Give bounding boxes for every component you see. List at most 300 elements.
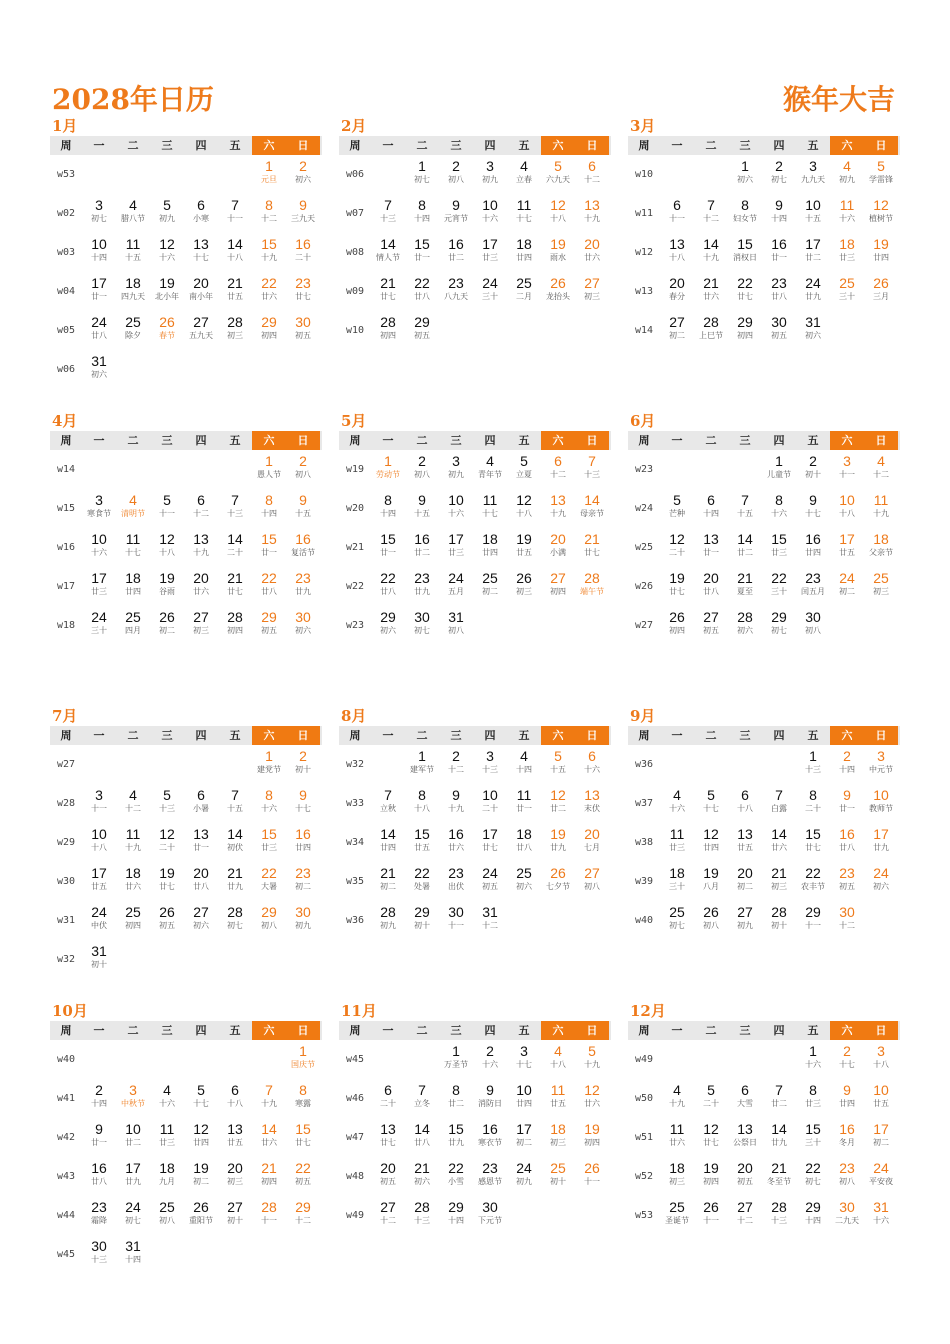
day-cell [796,1040,830,1079]
day-cell [184,823,218,862]
day-cell [796,450,830,489]
month-block [50,1002,322,1274]
lunar-label: 二十 [669,548,685,557]
day-number: 28 [227,904,243,920]
lunar-label: 初八 [414,470,430,479]
day-number: 9 [299,197,307,213]
day-number: 12 [703,826,719,842]
day-number: 4 [673,1082,681,1098]
week-number: w52 [634,1171,654,1182]
lunar-label: 初二 [516,1138,532,1147]
week-row [50,194,322,233]
day-number: 16 [839,826,855,842]
day-number: 11 [516,787,532,803]
day-cell [541,1040,575,1079]
day-cell [728,1157,762,1196]
day-cell [252,528,286,567]
day-number: 11 [125,236,141,252]
week-row [50,745,322,784]
empty-cell [762,745,796,784]
day-number: 27 [193,904,209,920]
day-cell [507,1079,541,1118]
day-number: 15 [414,826,430,842]
weekday-label: 二 [127,729,139,742]
day-cell [405,823,439,862]
day-number: 15 [805,1121,821,1137]
weekday-label: 一 [671,434,683,447]
day-cell [82,940,116,979]
lunar-label: 初六 [91,370,107,379]
day-number: 3 [809,158,817,174]
lunar-label: 廿三 [159,1138,175,1147]
week-number: w45 [56,1249,76,1260]
day-cell [405,901,439,940]
lunar-label: 廿七 [295,1138,311,1147]
day-number: 30 [482,1199,498,1215]
day-cell [405,606,439,645]
lunar-label: 初七 [805,1177,821,1186]
weekday-label: 日 [575,1021,609,1040]
day-number: 28 [414,1199,430,1215]
day-cell [439,784,473,823]
day-number: 1 [809,748,817,764]
weekday-label: 五 [518,1024,530,1037]
day-cell [541,272,575,311]
day-number: 9 [843,1082,851,1098]
lunar-label: 教师节 [869,804,893,813]
empty-cell [541,311,575,350]
day-number: 9 [418,492,426,508]
day-number: 31 [873,1199,889,1215]
day-cell [473,194,507,233]
day-cell [864,1157,898,1196]
lunar-label: 廿八 [91,331,107,340]
day-cell [218,1157,252,1196]
day-cell [286,823,320,862]
day-cell [575,862,609,901]
lunar-label: 初八 [448,626,464,635]
day-cell [507,862,541,901]
day-number: 8 [418,197,426,213]
day-cell [575,1079,609,1118]
week-number: w02 [56,208,76,219]
day-number: 15 [414,236,430,252]
week-row [50,606,322,645]
day-cell [286,606,320,645]
day-number: 1 [741,158,749,174]
lunar-label: 初四 [550,587,566,596]
empty-cell [864,311,898,350]
day-cell [728,862,762,901]
day-cell [575,823,609,862]
week-column-header: 周 [349,434,361,447]
week-row [628,567,900,606]
week-row [339,606,611,645]
week-row [339,450,611,489]
week-row [50,1196,322,1235]
empty-cell [82,745,116,784]
week-number: w17 [56,581,76,592]
day-number: 25 [669,904,685,920]
week-row [339,745,611,784]
day-cell [286,901,320,940]
day-cell [371,272,405,311]
lunar-label: 廿一 [414,253,430,262]
empty-cell [286,940,320,979]
lunar-label: 初八 [159,1216,175,1225]
month-block [628,412,900,645]
week-number: w08 [345,247,365,258]
month-name: 8月 [341,707,367,725]
day-cell [218,784,252,823]
day-cell [762,1196,796,1235]
day-number: 21 [737,570,753,586]
day-number: 10 [91,531,107,547]
lunar-label: 寒露 [295,1099,311,1108]
day-cell [405,272,439,311]
weekday-label: 六 [252,431,286,450]
day-number: 16 [295,531,311,547]
day-cell [507,194,541,233]
day-cell [541,1157,575,1196]
day-number: 6 [588,748,596,764]
day-cell [150,1118,184,1157]
day-cell [473,901,507,940]
week-number: w30 [56,876,76,887]
day-number: 7 [707,197,715,213]
day-cell [218,528,252,567]
day-number: 15 [261,826,277,842]
day-number: 8 [775,492,783,508]
weekday-header [339,1021,611,1040]
lunar-label: 上巳节 [699,331,723,340]
day-cell [541,450,575,489]
weekday-label: 三 [161,434,173,447]
empty-cell [660,155,694,194]
day-cell [150,901,184,940]
lunar-label: 二九天 [835,1216,859,1225]
lunar-label: 十六 [482,214,498,223]
day-cell [660,489,694,528]
lunar-label: 初三 [193,626,209,635]
day-cell [660,901,694,940]
week-number: w23 [634,464,654,475]
day-number: 23 [295,275,311,291]
day-number: 28 [380,904,396,920]
day-number: 13 [584,787,600,803]
lunar-label: 初五 [839,882,855,891]
week-row [339,233,611,272]
lunar-label: 初六 [414,1177,430,1186]
day-cell [575,233,609,272]
day-number: 17 [873,826,889,842]
day-cell [728,1196,762,1235]
weekday-label: 一 [382,1024,394,1037]
day-number: 3 [877,1043,885,1059]
day-cell [830,1157,864,1196]
lunar-label: 万圣节 [444,1060,468,1069]
day-number: 8 [384,492,392,508]
day-number: 20 [380,1160,396,1176]
day-number: 2 [486,1043,494,1059]
weekday-label: 四 [484,1024,496,1037]
day-number: 17 [91,570,107,586]
weekday-label: 四 [773,139,785,152]
empty-cell [439,311,473,350]
week-row [50,489,322,528]
empty-cell [184,1235,218,1274]
week-column-header: 周 [349,729,361,742]
day-number: 25 [669,1199,685,1215]
empty-cell [541,606,575,645]
day-cell [286,1118,320,1157]
day-number: 11 [159,1121,175,1137]
day-number: 28 [771,1199,787,1215]
week-number: w15 [56,503,76,514]
week-column-header: 周 [60,434,72,447]
lunar-label: 廿二 [771,1099,787,1108]
lunar-label: 元宵节 [444,214,468,223]
week-number: w40 [634,915,654,926]
day-cell [405,1196,439,1235]
week-row [628,311,900,350]
day-number: 6 [197,197,205,213]
lunar-label: 十三 [771,1216,787,1225]
day-cell [405,745,439,784]
day-number: 5 [877,158,885,174]
lunar-label: 立冬 [414,1099,430,1108]
lunar-label: 初四 [380,331,396,340]
day-cell [830,1040,864,1079]
day-cell [252,823,286,862]
month-name: 2月 [341,117,367,135]
lunar-label: 十九 [703,253,719,262]
empty-cell [252,1235,286,1274]
lunar-label: 十三 [414,1216,430,1225]
lunar-label: 十六 [159,253,175,262]
day-number: 8 [809,1082,817,1098]
week-number: w14 [634,325,654,336]
day-cell [82,606,116,645]
day-number: 25 [873,570,889,586]
day-cell [575,567,609,606]
day-number: 30 [448,904,464,920]
week-row [50,233,322,272]
day-cell [473,450,507,489]
day-cell [762,1118,796,1157]
day-number: 14 [261,1121,277,1137]
day-number: 24 [805,275,821,291]
day-cell [762,567,796,606]
lunar-label: 初八 [261,921,277,930]
week-row [339,311,611,350]
lunar-label: 北小年 [155,292,179,301]
day-cell [116,1157,150,1196]
day-number: 9 [95,1121,103,1137]
lunar-label: 廿四 [516,1099,532,1108]
day-number: 4 [163,1082,171,1098]
day-cell [830,528,864,567]
week-number: w13 [634,286,654,297]
empty-cell [218,940,252,979]
lunar-label: 廿八 [91,1177,107,1186]
lunar-label: 十七 [482,509,498,518]
day-number: 22 [414,275,430,291]
weekday-header [628,1021,900,1040]
lunar-label: 十一 [227,214,243,223]
week-row [628,1040,900,1079]
lunar-label: 初十 [91,960,107,969]
day-cell [473,567,507,606]
lunar-label: 芒种 [669,509,685,518]
day-cell [286,450,320,489]
empty-cell [82,1040,116,1079]
lunar-label: 寒衣节 [478,1138,502,1147]
lunar-label: 出伏 [448,882,464,891]
lunar-label: 廿一 [771,253,787,262]
lunar-label: 愚人节 [257,470,281,479]
week-row [628,1118,900,1157]
week-number: w07 [345,208,365,219]
day-cell [116,311,150,350]
day-cell [252,862,286,901]
day-number: 26 [159,609,175,625]
lunar-label: 初三 [227,1177,243,1186]
empty-cell [507,901,541,940]
day-number: 5 [163,492,171,508]
day-cell [150,862,184,901]
week-column-header: 周 [60,729,72,742]
weekday-label: 三 [161,729,173,742]
weekday-label: 三 [739,139,751,152]
lunar-label: 初七 [227,921,243,930]
lunar-label: 廿三 [839,253,855,262]
lunar-label: 廿九 [125,1177,141,1186]
lunar-label: 初五 [771,331,787,340]
lunar-label: 廿八 [414,292,430,301]
lunar-label: 十四 [448,1216,464,1225]
month-block [339,117,611,350]
week-number: w06 [56,364,76,375]
day-cell [796,823,830,862]
day-cell [218,233,252,272]
week-column-header: 周 [349,1024,361,1037]
week-row [628,1157,900,1196]
day-number: 18 [669,1160,685,1176]
day-number: 30 [414,609,430,625]
day-number: 4 [673,787,681,803]
day-cell [864,1040,898,1079]
day-number: 20 [703,570,719,586]
day-number: 4 [129,492,137,508]
day-number: 24 [448,570,464,586]
day-cell [473,862,507,901]
day-cell [82,862,116,901]
day-number: 7 [384,197,392,213]
lunar-label: 十四 [125,1255,141,1264]
day-number: 10 [873,1082,889,1098]
lunar-label: 情人节 [376,253,400,262]
day-number: 21 [771,1160,787,1176]
day-number: 7 [588,453,596,469]
day-number: 7 [741,492,749,508]
lunar-label: 初十 [414,921,430,930]
day-cell [473,272,507,311]
day-number: 23 [295,865,311,881]
lunar-label: 廿九 [414,587,430,596]
day-number: 6 [231,1082,239,1098]
day-number: 17 [482,236,498,252]
lunar-label: 初四 [227,626,243,635]
lunar-label: 十五 [227,804,243,813]
day-number: 27 [193,314,209,330]
empty-cell [150,940,184,979]
lunar-label: 十二 [380,1216,396,1225]
week-number: w19 [345,464,365,475]
week-row [628,489,900,528]
day-number: 4 [129,197,137,213]
day-number: 23 [448,275,464,291]
day-cell [371,233,405,272]
day-cell [762,155,796,194]
day-cell [82,1235,116,1274]
day-cell [762,606,796,645]
empty-cell [575,606,609,645]
day-number: 17 [448,531,464,547]
day-cell [150,489,184,528]
week-number: w36 [345,915,365,926]
weekday-header [50,136,322,155]
lunar-label: 二月 [516,292,532,301]
day-cell [728,567,762,606]
day-number: 1 [265,748,273,764]
lunar-label: 端午节 [580,587,604,596]
day-cell [252,606,286,645]
lunar-label: 廿八 [839,843,855,852]
day-cell [473,1079,507,1118]
week-row [50,784,322,823]
weekday-label: 日 [286,1021,320,1040]
lunar-label: 妇女节 [733,214,757,223]
day-cell [762,489,796,528]
day-number: 10 [125,1121,141,1137]
lunar-label: 二十 [159,843,175,852]
lunar-label: 廿四 [703,843,719,852]
day-number: 12 [516,492,532,508]
lunar-label: 初四 [737,331,753,340]
week-row [339,1079,611,1118]
lunar-label: 小满 [550,548,566,557]
lunar-label: 廿七 [584,548,600,557]
week-number: w16 [56,542,76,553]
lunar-label: 农丰节 [801,882,825,891]
week-number: w32 [56,954,76,965]
lunar-label: 冬月 [839,1138,855,1147]
lunar-label: 初二 [669,331,685,340]
day-cell [864,1079,898,1118]
day-number: 24 [839,570,855,586]
day-number: 19 [703,865,719,881]
day-number: 24 [91,314,107,330]
lunar-label: 初七 [771,626,787,635]
day-cell [150,784,184,823]
day-cell [439,606,473,645]
day-cell [439,567,473,606]
weekday-label: 二 [705,729,717,742]
day-cell [184,311,218,350]
day-cell [116,489,150,528]
day-number: 10 [448,492,464,508]
